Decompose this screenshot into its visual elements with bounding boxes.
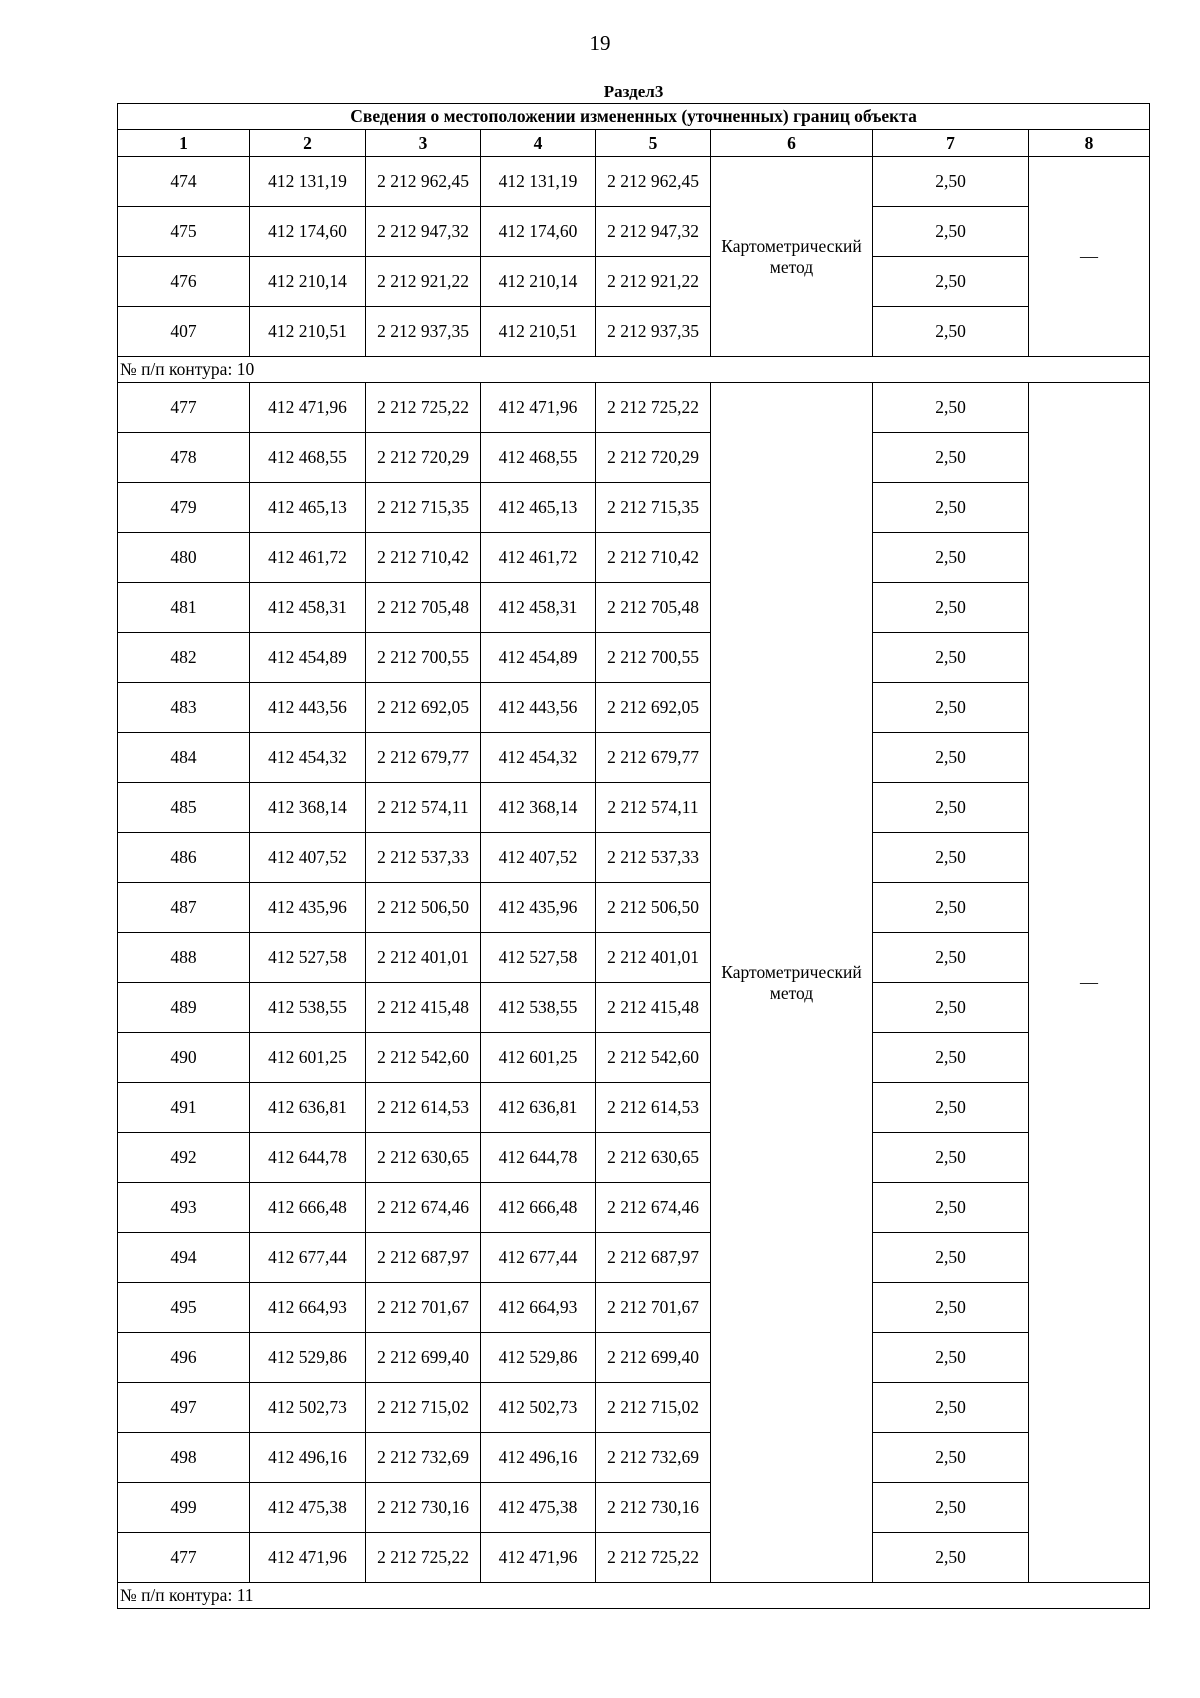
table-cell: 412 644,78 [481, 1133, 596, 1183]
table-cell: 412 666,48 [481, 1183, 596, 1233]
table-cell: 481 [118, 583, 250, 633]
table-cell: 476 [118, 257, 250, 307]
table-cell: 496 [118, 1333, 250, 1383]
table-cell: 412 454,89 [481, 633, 596, 683]
table-cell: 412 538,55 [481, 983, 596, 1033]
table-cell: 412 475,38 [481, 1483, 596, 1533]
table-row [118, 1533, 1150, 1583]
table-cell: 407 [118, 307, 250, 357]
table-cell: 2 212 687,97 [596, 1233, 711, 1283]
table-cell: 412 502,73 [250, 1383, 366, 1433]
table-cell: 489 [118, 983, 250, 1033]
table-row [118, 833, 1150, 883]
table-cell: 412 454,89 [250, 633, 366, 683]
table-cell: 2 212 574,11 [366, 783, 481, 833]
table-cell: 488 [118, 933, 250, 983]
table-cell: 2,50 [873, 583, 1029, 633]
table-row [118, 1483, 1150, 1533]
table-cell: 2 212 679,77 [596, 733, 711, 783]
table-row [118, 983, 1150, 1033]
table-cell: 412 538,55 [250, 983, 366, 1033]
table-cell: 2 212 962,45 [596, 157, 711, 207]
table-cell: 412 664,93 [250, 1283, 366, 1333]
table-cell: 2,50 [873, 983, 1029, 1033]
table-row [118, 583, 1150, 633]
table-cell: 484 [118, 733, 250, 783]
table-cell: 477 [118, 1533, 250, 1583]
table-cell: 2,50 [873, 1033, 1029, 1083]
table-cell: 412 496,16 [481, 1433, 596, 1483]
method-cell: Картометрический метод [711, 157, 873, 357]
table-cell: 497 [118, 1383, 250, 1433]
table-row [118, 307, 1150, 357]
table-cell: 2,50 [873, 683, 1029, 733]
table-cell: 2,50 [873, 1433, 1029, 1483]
table-cell: 492 [118, 1133, 250, 1183]
table-cell: 412 131,19 [481, 157, 596, 207]
table-cell: 412 601,25 [250, 1033, 366, 1083]
table-cell: 2,50 [873, 207, 1029, 257]
table-cell: 490 [118, 1033, 250, 1083]
table-cell: 2 212 710,42 [366, 533, 481, 583]
table-cell: 2 212 630,65 [366, 1133, 481, 1183]
table-cell: 499 [118, 1483, 250, 1533]
table-cell: 475 [118, 207, 250, 257]
table-cell: 412 443,56 [481, 683, 596, 733]
table-cell: 485 [118, 783, 250, 833]
table-row [118, 1283, 1150, 1333]
table-cell: 479 [118, 483, 250, 533]
table-cell: 491 [118, 1083, 250, 1133]
table-caption: Сведения о местоположении измененных (уточненных) границ объекта [118, 104, 1150, 130]
table-cell: 2,50 [873, 1383, 1029, 1433]
column-number: 3 [366, 130, 481, 157]
table-cell: 2,50 [873, 433, 1029, 483]
column-number: 6 [711, 130, 873, 157]
table-cell: 2 212 401,01 [596, 933, 711, 983]
table-row [118, 933, 1150, 983]
table-cell: 412 174,60 [250, 207, 366, 257]
table-cell: 2 212 947,32 [596, 207, 711, 257]
table-row [118, 207, 1150, 257]
table-cell: 2,50 [873, 1333, 1029, 1383]
table-cell: 2 212 415,48 [596, 983, 711, 1033]
table-cell: 2 212 715,35 [596, 483, 711, 533]
table-row [118, 883, 1150, 933]
table-cell: 2 212 630,65 [596, 1133, 711, 1183]
table-cell: 2 212 937,35 [596, 307, 711, 357]
table-cell: 412 677,44 [481, 1233, 596, 1283]
table-cell: 2 212 700,55 [596, 633, 711, 683]
table-row [118, 257, 1150, 307]
table-cell: 412 496,16 [250, 1433, 366, 1483]
table-cell: 412 636,81 [250, 1083, 366, 1133]
table-cell: 477 [118, 383, 250, 433]
table-cell: 2 212 725,22 [596, 1533, 711, 1583]
table-cell: 2 212 730,16 [596, 1483, 711, 1533]
table-cell: 2,50 [873, 483, 1029, 533]
table-cell: 2,50 [873, 833, 1029, 883]
table-cell: 2 212 710,42 [596, 533, 711, 583]
table-row [118, 733, 1150, 783]
dash-cell: — [1029, 383, 1150, 1583]
table-cell: 498 [118, 1433, 250, 1483]
table-cell: 412 527,58 [250, 933, 366, 983]
column-number: 7 [873, 130, 1029, 157]
table-cell: 412 527,58 [481, 933, 596, 983]
table-cell: 2 212 574,11 [596, 783, 711, 833]
table-cell: 2 212 614,53 [366, 1083, 481, 1133]
table-cell: 483 [118, 683, 250, 733]
table-cell: 2 212 687,97 [366, 1233, 481, 1283]
table-cell: 412 210,14 [481, 257, 596, 307]
table-cell: 2 212 725,22 [366, 383, 481, 433]
table-cell: 412 461,72 [250, 533, 366, 583]
table-cell: 2,50 [873, 633, 1029, 683]
table-cell: 412 443,56 [250, 683, 366, 733]
table-cell: 2,50 [873, 383, 1029, 433]
table-row [118, 633, 1150, 683]
table-cell: 2 212 542,60 [596, 1033, 711, 1083]
table-cell: 412 502,73 [481, 1383, 596, 1433]
table-cell: 480 [118, 533, 250, 583]
table-cell: 412 529,86 [481, 1333, 596, 1383]
table-cell: 2,50 [873, 1083, 1029, 1133]
table-cell: 412 475,38 [250, 1483, 366, 1533]
table-cell: 2,50 [873, 1233, 1029, 1283]
table-cell: 2 212 506,50 [596, 883, 711, 933]
table-cell: 2 212 699,40 [596, 1333, 711, 1383]
table-cell: 2,50 [873, 1183, 1029, 1233]
table-cell: 2 212 715,02 [596, 1383, 711, 1433]
table-cell: 412 210,51 [250, 307, 366, 357]
table-cell: 2,50 [873, 933, 1029, 983]
table-row [118, 1183, 1150, 1233]
column-number: 5 [596, 130, 711, 157]
table-cell: 412 458,31 [250, 583, 366, 633]
contour-row [118, 357, 1150, 383]
table-cell: 2 212 725,22 [366, 1533, 481, 1583]
table-cell: 412 465,13 [250, 483, 366, 533]
table-cell: 412 454,32 [250, 733, 366, 783]
table-cell: 412 210,14 [250, 257, 366, 307]
table-cell: 2 212 506,50 [366, 883, 481, 933]
table-cell: 2 212 692,05 [366, 683, 481, 733]
table-cell: 412 461,72 [481, 533, 596, 583]
table-cell: 412 465,13 [481, 483, 596, 533]
table-cell: 412 458,31 [481, 583, 596, 633]
table-cell: 412 529,86 [250, 1333, 366, 1383]
table-cell: 2 212 679,77 [366, 733, 481, 783]
table-cell: 2,50 [873, 307, 1029, 357]
contour-label: № п/п контура: 10 [118, 357, 1150, 383]
table-cell: 412 435,96 [250, 883, 366, 933]
table-cell: 412 131,19 [250, 157, 366, 207]
table-row [118, 683, 1150, 733]
table-cell: 412 471,96 [481, 1533, 596, 1583]
method-cell: Картометрический метод [711, 383, 873, 1583]
table-cell: 2 212 699,40 [366, 1333, 481, 1383]
table-cell: 412 468,55 [250, 433, 366, 483]
table-cell: 2 212 921,22 [366, 257, 481, 307]
table-cell: 2,50 [873, 1483, 1029, 1533]
table-cell: 2 212 537,33 [596, 833, 711, 883]
table-cell: 2,50 [873, 257, 1029, 307]
table-cell: 412 454,32 [481, 733, 596, 783]
table-cell: 2 212 614,53 [596, 1083, 711, 1133]
table-cell: 2 212 921,22 [596, 257, 711, 307]
table-cell: 482 [118, 633, 250, 683]
table-row [118, 783, 1150, 833]
table-cell: 2,50 [873, 533, 1029, 583]
table-cell: 2,50 [873, 883, 1029, 933]
contour-label: № п/п контура: 11 [118, 1583, 1150, 1609]
table-cell: 486 [118, 833, 250, 883]
table-cell: 2 212 705,48 [596, 583, 711, 633]
table-cell: 412 677,44 [250, 1233, 366, 1283]
table-cell: 2 212 674,46 [366, 1183, 481, 1233]
table-cell: 412 666,48 [250, 1183, 366, 1233]
table-cell: 2 212 962,45 [366, 157, 481, 207]
table-cell: 2 212 725,22 [596, 383, 711, 433]
table-cell: 412 664,93 [481, 1283, 596, 1333]
page-number: 19 [589, 31, 611, 55]
table-cell: 2 212 947,32 [366, 207, 481, 257]
column-number: 1 [118, 130, 250, 157]
boundary-table [117, 80, 1150, 1609]
table-row [118, 1433, 1150, 1483]
table-cell: 494 [118, 1233, 250, 1283]
table-cell: 2 212 715,35 [366, 483, 481, 533]
table-cell: 2 212 732,69 [596, 1433, 711, 1483]
table-cell: 2 212 730,16 [366, 1483, 481, 1533]
table-row [118, 533, 1150, 583]
table-cell: 2 212 542,60 [366, 1033, 481, 1083]
table-cell: 412 468,55 [481, 433, 596, 483]
table-row [118, 1033, 1150, 1083]
table-cell: 412 471,96 [481, 383, 596, 433]
column-number-row [118, 130, 1150, 157]
table-row [118, 1233, 1150, 1283]
table-cell: 2 212 732,69 [366, 1433, 481, 1483]
table-cell: 412 407,52 [250, 833, 366, 883]
table-cell: 2 212 401,01 [366, 933, 481, 983]
table-cell: 412 210,51 [481, 307, 596, 357]
table-cell: 2 212 415,48 [366, 983, 481, 1033]
table-cell: 2 212 720,29 [366, 433, 481, 483]
table-cell: 2,50 [873, 783, 1029, 833]
table-cell: 412 368,14 [250, 783, 366, 833]
table-cell: 412 174,60 [481, 207, 596, 257]
table-cell: 2 212 692,05 [596, 683, 711, 733]
table-row [118, 1133, 1150, 1183]
table-cell: 412 435,96 [481, 883, 596, 933]
table-row [118, 1083, 1150, 1133]
table-cell: 2 212 700,55 [366, 633, 481, 683]
dash-cell: — [1029, 157, 1150, 357]
table-cell: 412 636,81 [481, 1083, 596, 1133]
section-title: Раздел3 [118, 80, 1150, 104]
table-cell: 412 471,96 [250, 1533, 366, 1583]
table-cell: 2 212 715,02 [366, 1383, 481, 1433]
column-number: 2 [250, 130, 366, 157]
table-cell: 412 471,96 [250, 383, 366, 433]
table-cell: 412 407,52 [481, 833, 596, 883]
table-cell: 2 212 705,48 [366, 583, 481, 633]
table-cell: 2 212 537,33 [366, 833, 481, 883]
table-cell: 2,50 [873, 1283, 1029, 1333]
column-number: 8 [1029, 130, 1150, 157]
table-cell: 487 [118, 883, 250, 933]
contour-row [118, 1583, 1150, 1609]
table-cell: 474 [118, 157, 250, 207]
table-cell: 2,50 [873, 1133, 1029, 1183]
table-cell: 2 212 720,29 [596, 433, 711, 483]
table-cell: 2 212 701,67 [596, 1283, 711, 1333]
table-cell: 412 368,14 [481, 783, 596, 833]
table-cell: 2,50 [873, 157, 1029, 207]
table-cell: 412 644,78 [250, 1133, 366, 1183]
table-cell: 2,50 [873, 1533, 1029, 1583]
table-row [118, 383, 1150, 433]
table-row [118, 1333, 1150, 1383]
table-cell: 478 [118, 433, 250, 483]
table-cell: 2,50 [873, 733, 1029, 783]
table-cell: 493 [118, 1183, 250, 1233]
table-row [118, 157, 1150, 207]
table-cell: 495 [118, 1283, 250, 1333]
table-cell: 2 212 674,46 [596, 1183, 711, 1233]
table-row [118, 1383, 1150, 1433]
table-cell: 2 212 937,35 [366, 307, 481, 357]
column-number: 4 [481, 130, 596, 157]
table-row [118, 433, 1150, 483]
table-cell: 412 601,25 [481, 1033, 596, 1083]
table-row [118, 483, 1150, 533]
table-cell: 2 212 701,67 [366, 1283, 481, 1333]
